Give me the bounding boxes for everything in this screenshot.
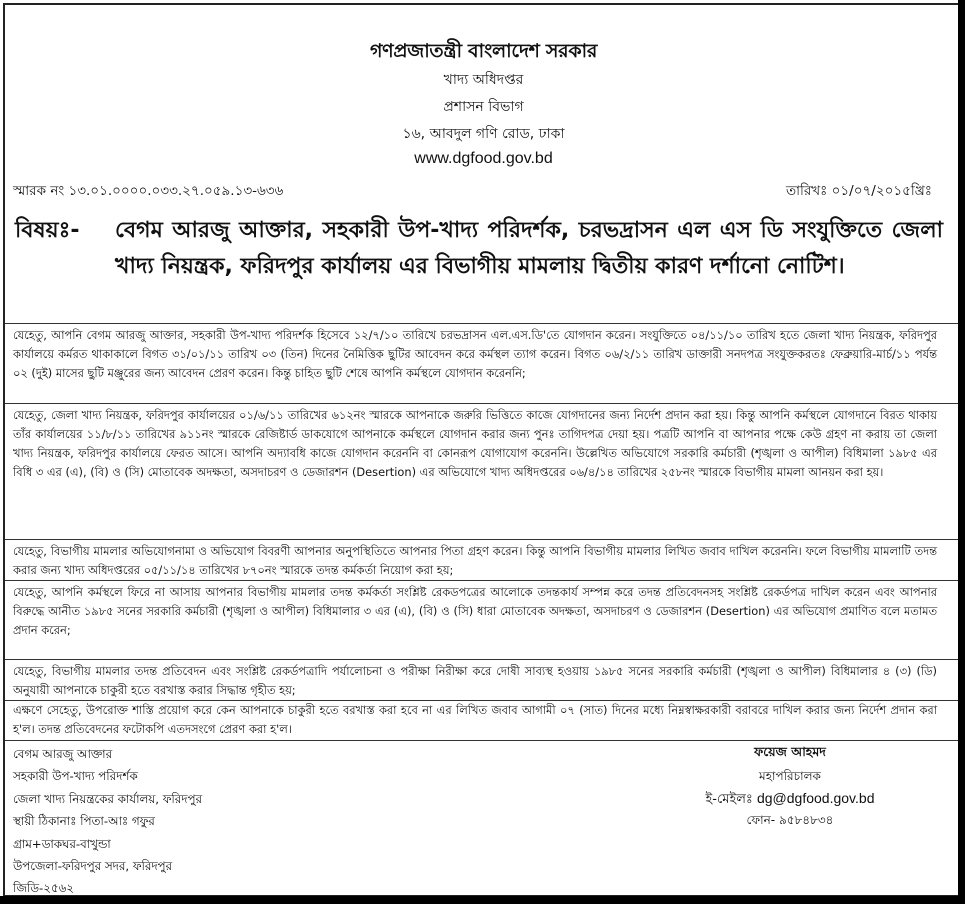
website-text: www.dgfood.gov.bd <box>414 150 553 167</box>
paragraph-5: যেহেতু, বিভাগীয় মামলার তদন্ত প্রতিবেদন এবং সংশ্লিষ্ট রেকর্ডপত্রাদি পর্যালোচনা ও পরীক্ষা নিরীক্ষা করে দোষী সাব্যস্থ হওয়ায় ১৯৮৫ সনের সরকারি কর্মচারী (শৃঙ্খলা ও আপীল) বিধিমালার ৪ (৩) (ডি) অনুযায়ী আপনাকে চাকুরী হতে বরখাস্ত করার সিদ্ধান্ত গৃহীত হয়; <box>13 664 937 697</box>
subject-block <box>15 209 941 329</box>
paragraph-1: যেহেতু, আপনি বেগম আরজু আক্তার, সহকারী উপ-খাদ্য পরিদর্শক হিসেবে ১২/৭/১০ তারিখে চরভদ্রাসন এল.এস.ডি'তে যোগদান করেন। সংযুক্তিতে ০৪/১১/১০ তারিখ হতে জেলা খাদ্য নিয়ন্ত্রক, ফরিদপুর কার্যালয়ে কর্মরত থাকাকালে বিগত ৩১/০১/১১ তারিখ ০৩ (তিন) দিনের নৈমিত্তিক ছুটির আবেদন করে কর্মস্থল ত্যাগ করেন। বিগত ০৬/২/১১ তারিখ ডাক্তারী সনদপত্র সংযুক্তকরতঃ ফেব্রুয়ারি-মার্চ/১১ পর্যন্ত ০২ (দুই) মাসের ছুটি মঞ্জুরের জন্য আবেদন প্রেরণ করেন। কিন্তু চাহিত ছুটি শেষে আপনি কর্মস্থলে যোগদান করেননি; <box>13 328 937 380</box>
paragraph-4: যেহেতু, আপনি কর্মস্থলে ফিরে না আসায় আপনার বিভাগীয় মামলার তদন্ত কর্মকর্তা সংশ্লিষ্ট রেকডপত্রের আলোকে তদন্তকার্য সম্পন্ন করে তদন্ত প্রতিবেদনসহ সংশ্লিষ্ট রেকর্ডপত্র দাখিল করেন এবং আপনার বিরুদ্ধে আনীত ১৯৮৫ সনের সরকারি কর্মচারী (শৃঙ্খলা ও আপীল) বিধিমালার ৩ এর (এ), (বি) ও (সি) ধারা মোতাবেক অদক্ষতা, অসদাচরণ ও ডেজারশন (Desertion) এর অভিযোগ প্রমাণিত বলে মতামত প্রদান করেন; <box>13 585 937 637</box>
recipient-line: স্থায়ী ঠিকানাঃ পিতা-আঃ গফুর <box>13 814 155 829</box>
notice-page <box>3 3 960 897</box>
recipient-line: উপজেলা-ফরিদপুর সদর, ফরিদপুর <box>13 859 173 874</box>
paragraph-2: যেহেতু, জেলা খাদ্য নিয়ন্ত্রক, ফরিদপুর কার্যালয়ের ০১/৬/১১ তারিখের ৬১২নং স্মারকে আপনাকে জরুরি ভিত্তিতে কাজে যোগদানের জন্য নির্দেশ প্রদান করা হয়। কিন্তু আপনি কর্মস্থলে যোগদানে বিরত থাকায় তাঁর কার্যালয়ের ১১/৮/১১ তারিখের ৯১১নং স্মারকে রেজিষ্টার্ড ডাকযোগে আপনাকে কর্মস্থলে যোগদান করার জন্য পুনঃ তাগিদপত্র দেয়া হয়। পত্রটি আপনি বা আপনার পক্ষে কেউ গ্রহণ না করায় তা জেলা খাদ্য নিয়ন্ত্রক, ফরিদপুর কার্যালয়ে ফেরত আসে। আপনি অদ্যাবধি কাজে যোগদান করেননি বা কোনরূপ যোগাযোগ করেননি। উল্লেখিত অভিযোগে সরকারি কর্মচারী (শৃঙ্খলা ও আপীল) বিধিমালা ১৯৮৫ এর বিধি ৩ এর (এ), (বি) ও (সি) মোতাবেক অদক্ষতা, অসদাচরণ ও ডেজারশন (Desertion) এর অভিযোগে খাদ্য অধিদপ্তরের ০৬/৪/১৪ তারিখের ২৫৮নং স্মারকে বিভাগীয় মামলা আনয়ন করা হয়। <box>13 408 937 479</box>
recipient-line: জিডি-২৫৬২ <box>13 881 74 896</box>
subject-text: বেগম আরজু আক্তার, সহকারী উপ-খাদ্য পরিদর্শক, চরভদ্রাসন এল এস ডি সংযুক্তিতে জেলা খাদ্য নিয়ন্ত্রক, ফরিদপুর কার্যালয় এর বিভাগীয় মামলায় দ্বিতীয় কারণ দর্শানো নোটিশ। <box>115 218 943 279</box>
signatory-phone: ফোন- ৯৫৮৪৮৩৪ <box>746 813 834 827</box>
recipient-address <box>13 743 202 900</box>
signatory-email <box>665 790 915 811</box>
division-name: প্রশাসন বিভাগ <box>443 99 524 115</box>
divider <box>5 403 962 404</box>
email-address[interactable]: dg@dgfood.gov.bd <box>756 790 875 806</box>
email-label: ই-মেইলঃ <box>705 792 753 807</box>
directorate-name: খাদ্য অধিদপ্তর <box>443 72 524 88</box>
subject-label: বিষয়ঃ- <box>15 218 80 243</box>
divider <box>5 580 962 581</box>
divider <box>5 323 962 324</box>
signatory-title: মহাপরিচালক <box>759 769 821 783</box>
memo-number: স্মারক নং ১৩.০১.০০০০.০৩৩.২৭.০৫৯.১৩-৬৩৬ <box>13 183 284 199</box>
divider <box>5 659 962 660</box>
memo-date: তারিখঃ ০১/০৭/২০১৫খ্রিঃ <box>785 183 932 199</box>
signatory-name: ফয়েজ আহমদ <box>754 744 826 759</box>
recipient-line: গ্রাম+ডাকঘর-বাখুন্ডা <box>13 836 111 851</box>
recipient-line: বেগম আরজু আক্তার <box>13 747 113 761</box>
paragraph-3: যেহেতু, বিভাগীয় মামলার অভিযোগনামা ও অভিযোগ বিবরণী আপনার অনুপস্থিতিতে আপনার পিতা গ্রহণ করেন। কিন্তু আপনি বিভাগীয় মামলার লিখিত জবাব দাখিল করেননি। ফলে বিভাগীয় মামলাটি তদন্ত করার জন্য খাদ্য অধিদপ্তরের ০৫/১১/১৪ তারিখের ৮৭০নং স্মারকে তদন্ত কর্মকর্তা নিয়োগ করা হয়; <box>13 544 937 577</box>
page-edge <box>0 896 965 904</box>
divider <box>5 740 962 741</box>
recipient-line: জেলা খাদ্য নিয়ন্ত্রকের কার্যালয়, ফরিদপুর <box>13 791 202 806</box>
paragraph-6: এক্ষণে সেহেতু, উপরোক্ত শাস্তি প্রয়োগ করে কেন আপনাকে চাকুরী হতে বরখাস্ত করা হবে না এর লিখিত জবাব আগামী ০৭ (সাত) দিনের মধ্যে নিম্নস্বাক্ষরকারী বরাবরে দাখিল করার জন্য নির্দেশ প্রদান করা হ'ল। তদন্ত প্রতিবেদনের ফটোকপি এতদসংগে প্রেরণ করা হ'ল। <box>13 703 937 736</box>
page-edge <box>958 0 965 904</box>
government-title: গণপ্রজাতন্ত্রী বাংলাদেশ সরকার <box>370 40 597 62</box>
office-address: ১৬, আবদুল গণি রোড, ঢাকা <box>402 126 565 142</box>
recipient-line: সহকারী উপ-খাদ্য পরিদর্শক <box>13 769 138 784</box>
divider <box>5 539 962 540</box>
